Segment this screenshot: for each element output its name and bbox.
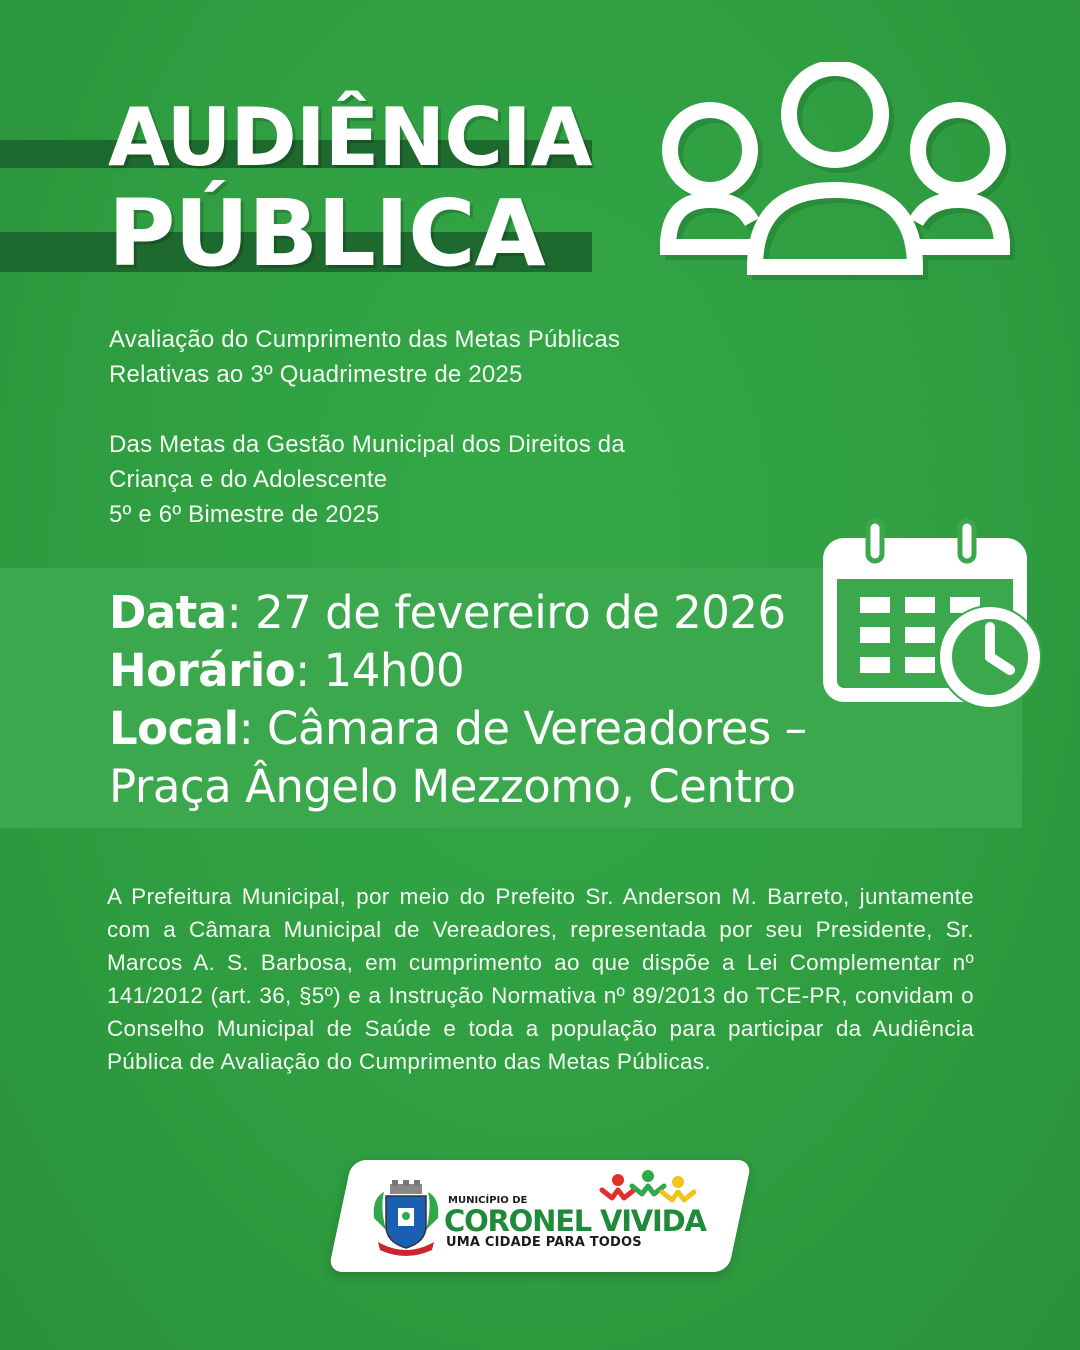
time-label: Horário (109, 644, 296, 697)
people-group-icon (640, 62, 1035, 282)
title-line-2: PÚBLICA (108, 180, 545, 287)
people-figures-icon (598, 1168, 698, 1212)
place-label: Local (109, 702, 239, 755)
event-place (109, 700, 807, 758)
invitation-text: A Prefeitura Municipal, por meio do Prefeito Sr. Anderson M. Barreto, juntamente com a Câmara Municipal de Vereadores, representada por seu Presidente, Sr. Marcos A. S. Barbosa, em cumprimento ao que dispõe a Lei Complementar nº 141/2012 (art. 36, §5º) e a Instrução Normativa nº 89/2013 do TCE-PR, convidam o Conselho Municipal de Saúde e toda a população para participar da Audiência Pública de Avaliação do Cumprimento das Metas Públicas. (107, 884, 974, 1074)
subtitle-block-1 (109, 322, 620, 392)
subtitle-line: Das Metas da Gestão Municipal dos Direitos da (109, 431, 625, 458)
event-info (109, 584, 807, 816)
time-value: : 14h00 (295, 644, 465, 697)
subtitle-line: Avaliação do Cumprimento das Metas Públicas (109, 326, 621, 353)
title-line-1: AUDIÊNCIA (108, 91, 592, 184)
subtitle-line: Relativas ao 3º Quadrimestre de 2025 (109, 361, 523, 388)
event-place-line-2: Praça Ângelo Mezzomo, Centro (109, 760, 796, 813)
subtitle-line: 5º e 6º Bimestre de 2025 (109, 501, 380, 528)
event-date (109, 584, 807, 642)
subtitle-block-2 (109, 427, 625, 532)
calendar-clock-icon (820, 515, 1050, 715)
event-time (109, 642, 807, 700)
logo-name: CORONEL VIVIDA (444, 1204, 706, 1238)
date-value: : 27 de fevereiro de 2026 (226, 586, 786, 639)
logo-tagline: UMA CIDADE PARA TODOS (446, 1235, 642, 1250)
municipal-crest-icon (370, 1178, 442, 1258)
municipal-logo (340, 1160, 750, 1272)
date-label: Data (109, 586, 227, 639)
place-value: : Câmara de Vereadores – (238, 702, 807, 755)
subtitle-line: Criança e do Adolescente (109, 466, 388, 493)
logo-small-text: MUNICÍPIO DE (448, 1195, 528, 1206)
